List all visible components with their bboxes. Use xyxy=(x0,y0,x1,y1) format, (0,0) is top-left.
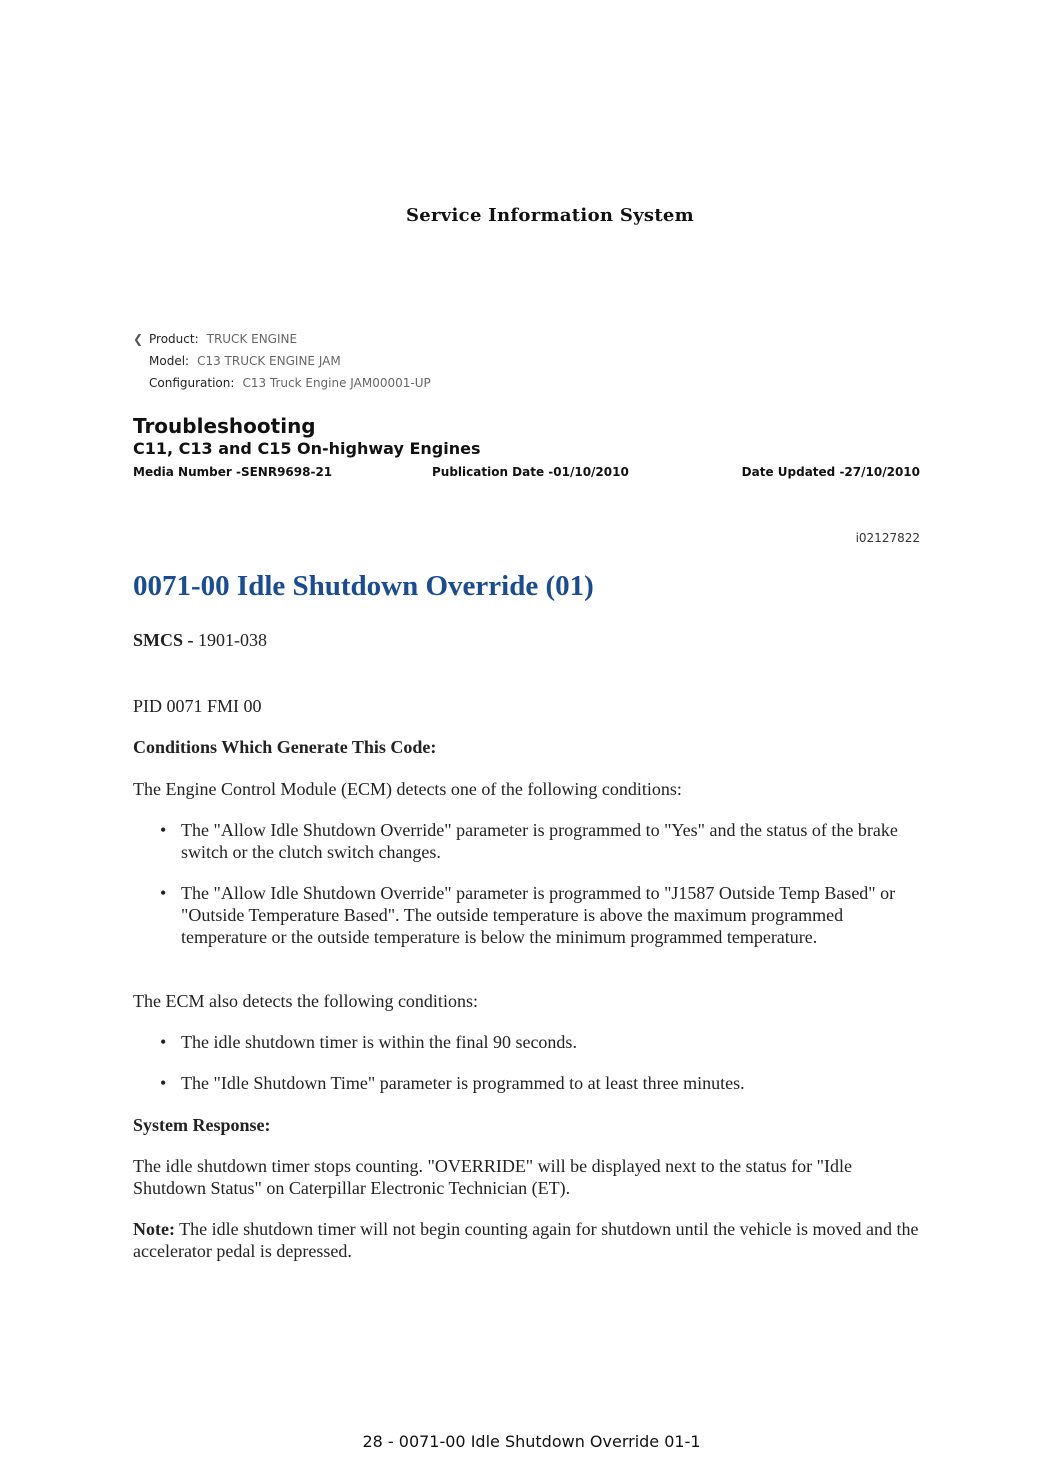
list-item-text: The "Idle Shutdown Time" parameter is programmed to at least three minutes. xyxy=(181,1073,745,1093)
date-updated: Date Updated -27/10/2010 xyxy=(741,465,920,479)
smcs-line xyxy=(133,629,933,651)
response-text: The idle shutdown timer stops counting. "OVERRIDE" will be displayed next to the status for "Idle Shutdown Status" on Caterpillar Electronic Technician (ET). xyxy=(133,1156,852,1198)
manual-subtitle: C11, C13 and C15 On-highway Engines xyxy=(133,439,481,458)
product-info xyxy=(133,328,431,394)
conditions-intro: The Engine Control Module (ECM) detects one of the following conditions: xyxy=(133,779,682,799)
list-item-text: The "Allow Idle Shutdown Override" parameter is programmed to "Yes" and the status of the brake switch or the clutch switch changes. xyxy=(181,820,898,862)
config-row xyxy=(133,372,431,394)
article-heading: 0071-00 Idle Shutdown Override (01) xyxy=(133,570,594,602)
model-label: Model: xyxy=(149,354,190,368)
note-paragraph xyxy=(133,1218,923,1262)
publication-date: Publication Date -01/10/2010 xyxy=(432,465,629,479)
model-value: C13 TRUCK ENGINE JAM xyxy=(197,354,341,368)
product-value: TRUCK ENGINE xyxy=(206,332,298,346)
smcs-label: SMCS - xyxy=(133,630,194,650)
note-text: The idle shutdown timer will not begin counting again for shutdown until the vehicle is moved and the accelerator pedal is depressed. xyxy=(133,1219,919,1261)
bullet-dot: • xyxy=(160,1073,167,1093)
pid-line: PID 0071 FMI 00 xyxy=(133,696,262,716)
page-footer: 28 - 0071-00 Idle Shutdown Override 01-1 xyxy=(362,1432,701,1451)
config-value: C13 Truck Engine JAM00001-UP xyxy=(242,376,431,390)
product-row xyxy=(133,328,431,350)
list-item-text: The idle shutdown timer is within the final 90 seconds. xyxy=(181,1032,577,1052)
chevron-left-icon[interactable]: ❮ xyxy=(133,332,144,346)
system-title: Service Information System xyxy=(405,205,695,226)
config-label: Configuration: xyxy=(149,376,235,390)
conditions-heading: Conditions Which Generate This Code: xyxy=(133,737,437,757)
product-label: Product: xyxy=(149,332,199,346)
bullet-dot: • xyxy=(160,1032,167,1052)
media-number: Media Number -SENR9698-21 xyxy=(133,465,333,479)
bullet-dot: • xyxy=(160,883,167,903)
model-row xyxy=(133,350,431,372)
manual-title: Troubleshooting xyxy=(133,414,316,438)
response-heading: System Response: xyxy=(133,1115,271,1135)
bullet-dot: • xyxy=(160,820,167,840)
note-label: Note: xyxy=(133,1219,175,1239)
also-intro: The ECM also detects the following conditions: xyxy=(133,991,478,1011)
list-item-text: The "Allow Idle Shutdown Override" parameter is programmed to "J1587 Outside Temp Based" or "Outside Temperature Based". The outside temperature is above the maximum programmed temperature or the outside temperature is below the minimum programmed temperature. xyxy=(181,883,896,947)
smcs-value: 1901-038 xyxy=(193,630,268,650)
document-id: i02127822 xyxy=(855,531,920,545)
